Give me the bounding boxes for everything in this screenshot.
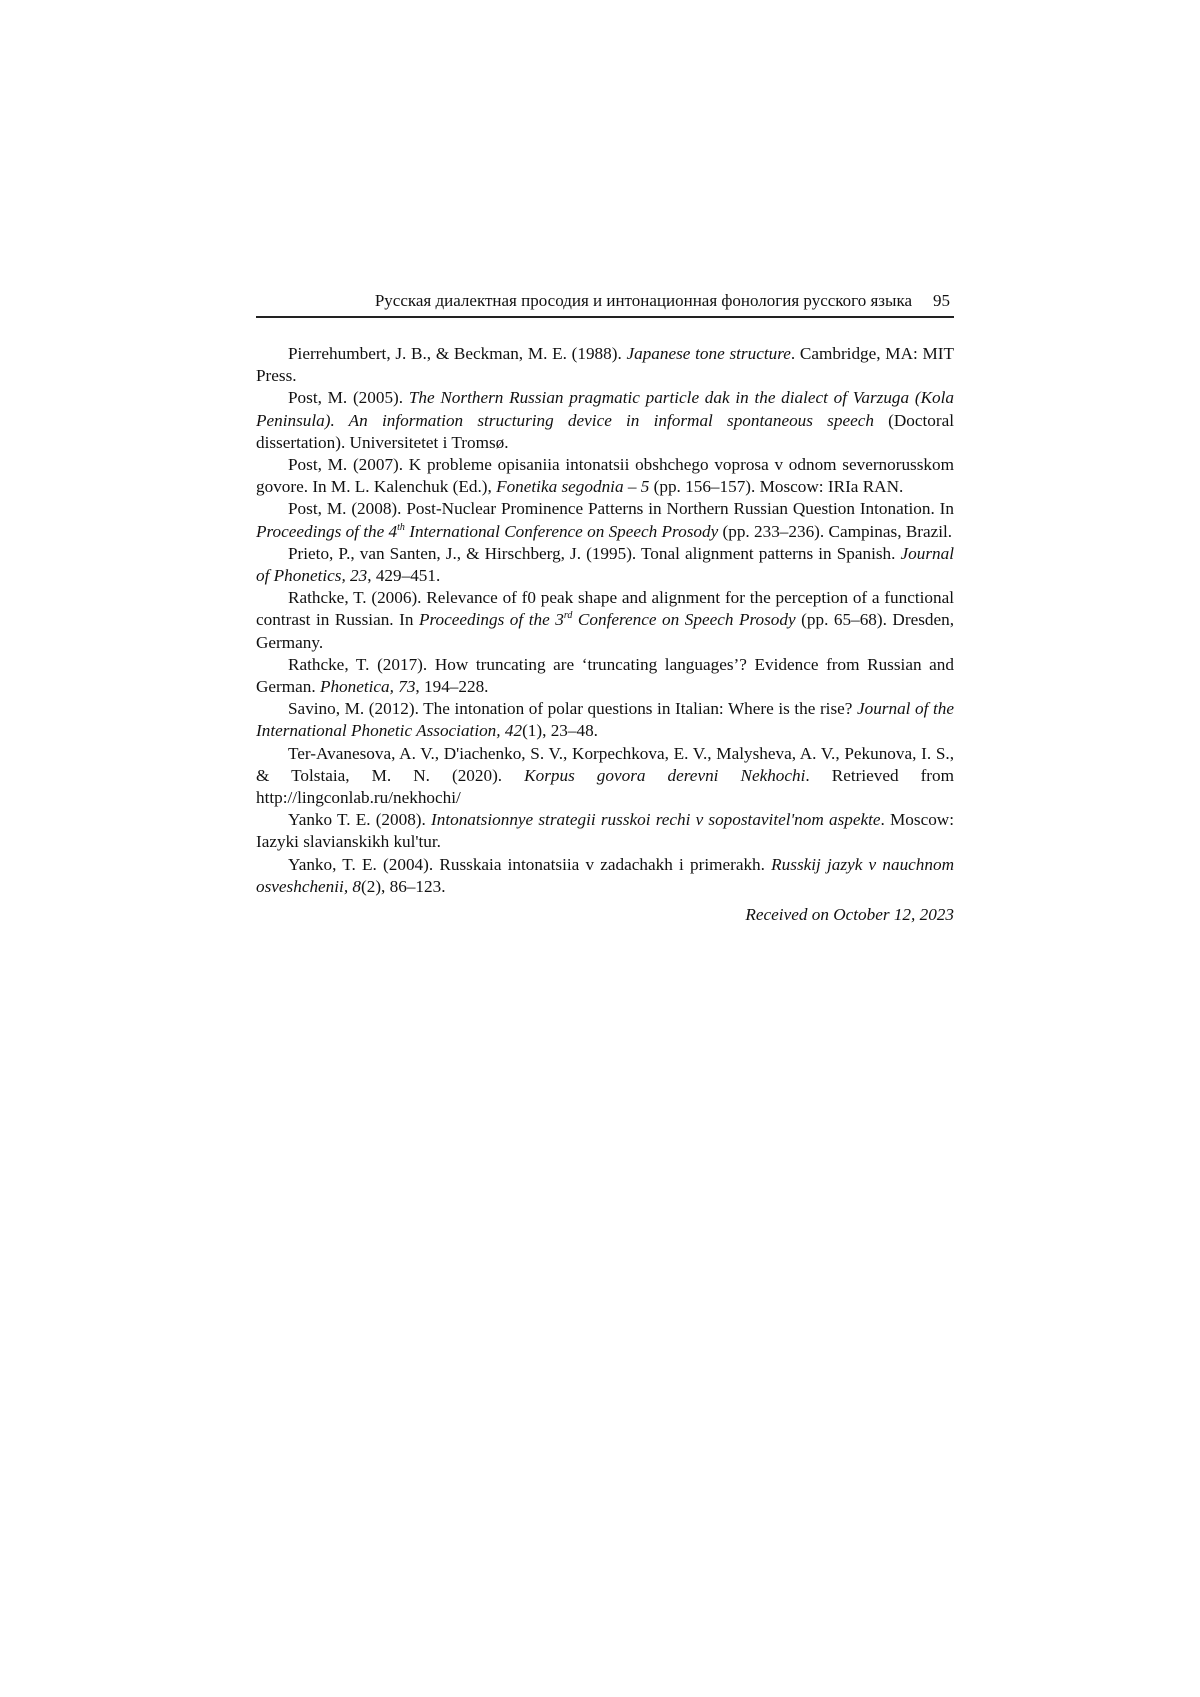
reference-item: Rathcke, T. (2017). How truncating are ‘truncating languages’? Evidence from Russian and German. Phonetica, 73, 194–228. <box>256 654 954 697</box>
received-date: Received on October 12, 2023 <box>745 905 954 925</box>
running-header-title: Русская диалектная просодия и интонационная фонология русского языка <box>374 291 912 310</box>
running-header <box>256 288 954 318</box>
reference-item: Post, M. (2007). K probleme opisaniia intonatsii obshchego voprosa v odnom severnorusskom govore. In M. L. Kalenchuk (Ed.), Fonetika segodnia – 5 (pp. 156–157). Moscow: IRIa RAN. <box>256 455 954 497</box>
reference-item: Prieto, P., van Santen, J., & Hirschberg, J. (1995). Tonal alignment patterns in Spanish. Journal of Phonetics, 23, 429–451. <box>256 543 954 586</box>
reference-item: Pierrehumbert, J. B., & Beckman, M. E. (1988). Japanese tone structure. Cambridge, MA: MIT Press. <box>256 344 954 386</box>
reference-item: Yanko T. E. (2008). Intonatsionnye strategii russkoi rechi v sopostavitel'nom aspekte. Moscow: Iazyki slavianskikh kul'tur. <box>256 810 954 852</box>
page-number: 95 <box>933 291 950 310</box>
reference-item: Yanko, T. E. (2004). Russkaia intonatsiia v zadachakh i primerakh. Russkij jazyk v nauchnom osveshchenii, 8(2), 86–123. <box>256 854 954 896</box>
reference-item: Post, M. (2008). Post-Nuclear Prominence Patterns in Northern Russian Question Intonation. In Proceedings of the 4th International Conference on Speech Prosody (pp. 233–236). Campinas, Brazil. <box>256 499 954 541</box>
reference-item: Post, M. (2005). The Northern Russian pragmatic particle dak in the dialect of Varzuga (Kola Peninsula). An information structuring device in informal spontaneous speech (Doctoral dissertation). Universitetet i Tromsø. <box>256 388 955 452</box>
reference-item: Ter-Avanesova, A. V., D'iachenko, S. V., Korpechkova, E. V., Malysheva, A. V., Pekunova, I. S., & Tolstaia, M. N. (2020). Korpus govora derevni Nekhochi. Retrieved from http://lingconlab.ru/nekhochi/ <box>256 743 954 808</box>
reference-list <box>256 343 954 926</box>
reference-item: Rathcke, T. (2006). Relevance of f0 peak shape and alignment for the perception of a functional contrast in Russian. In Proceedings of the 3rd Conference on Speech Prosody (pp. 65–68). Dresden, Germany. <box>256 588 955 652</box>
reference-item: Savino, M. (2012). The intonation of polar questions in Italian: Where is the rise? Journal of the International Phonetic Association, 42(1), 23–48. <box>256 699 954 741</box>
